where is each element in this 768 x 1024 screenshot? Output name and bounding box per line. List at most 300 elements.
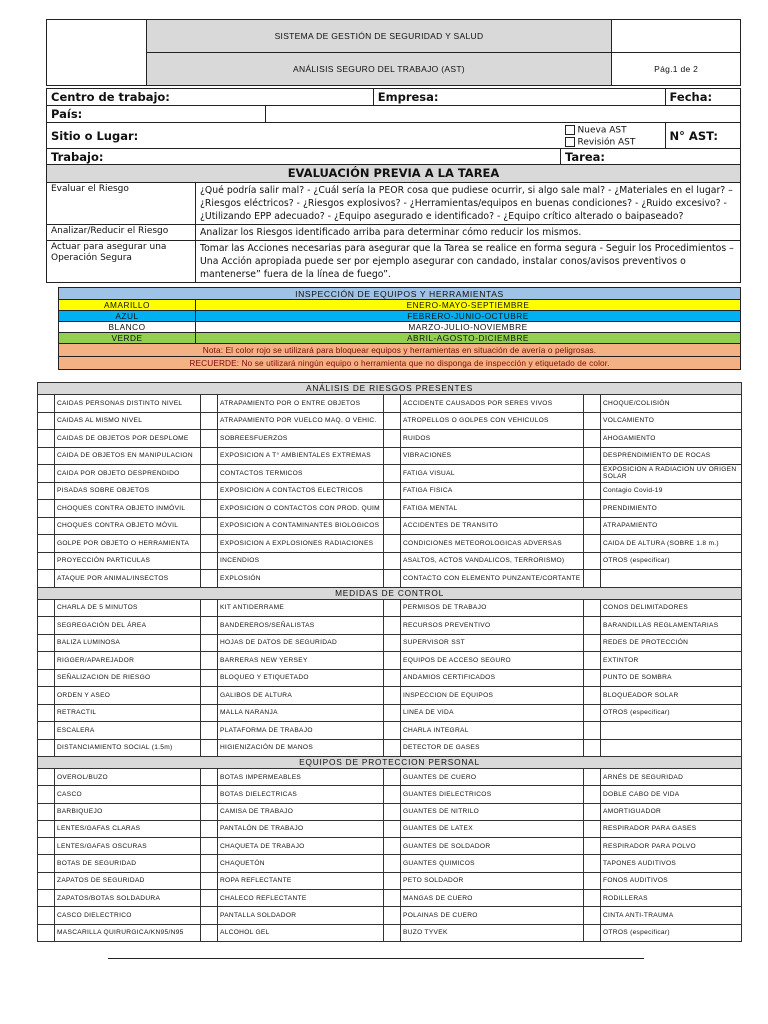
system-title: SISTEMA DE GESTIÓN DE SEGURIDAD Y SALUD (146, 20, 612, 53)
checkbox-cell[interactable] (38, 482, 55, 500)
checkbox-cell[interactable] (584, 552, 601, 570)
measures-row (38, 634, 742, 652)
fecha-label[interactable]: Fecha: (665, 89, 740, 106)
checklist-item-label: CAIDAS DE OBJETOS POR DESPLOME (55, 430, 201, 448)
checkbox-cell[interactable] (384, 890, 401, 907)
checkbox-cell[interactable] (384, 430, 401, 448)
checklist-item-label: HIGIENIZACIÓN DE MANOS (218, 739, 384, 757)
checklist-item-label: ATRAPAMIENTO POR O ENTRE OBJETOS (218, 395, 384, 413)
checkbox-cell[interactable] (38, 535, 55, 553)
checklist-item-label: KIT ANTIDERRAME (218, 599, 384, 617)
measures-row (38, 652, 742, 670)
checkbox-cell[interactable] (38, 599, 55, 617)
checkbox-cell[interactable] (584, 786, 601, 803)
checklist-item-label: CHOQUE/COLISIÓN (601, 395, 742, 413)
checklist-item-label: PROYECCIÓN PARTICULAS (55, 552, 201, 570)
checklist-item-label: ALCOHOL GEL (218, 924, 384, 941)
checklist-item-label: OTROS (especificar) (601, 704, 742, 722)
checklist-item-label: SOBREESFUERZOS (218, 430, 384, 448)
checkbox-cell[interactable] (201, 704, 218, 722)
evaluation-title: EVALUACIÓN PREVIA A LA TAREA (47, 165, 741, 183)
checkbox-cell[interactable] (38, 447, 55, 465)
checklist-item-label: MASCARILLA QUIRURGICA/KN95/N95 (55, 924, 201, 941)
checklist-item-label: GUANTES DIELECTRICOS (401, 786, 584, 803)
checkbox-cell[interactable] (38, 820, 55, 837)
measures-row (38, 739, 742, 757)
checklist-item-label: PRENDIMIENTO (601, 500, 742, 518)
checklist-item-label: OTROS (especificar) (601, 924, 742, 941)
ast-number-label[interactable]: N° AST: (665, 123, 740, 149)
checkbox-cell[interactable] (384, 395, 401, 413)
checkbox-cell[interactable] (384, 803, 401, 820)
document-title: ANÁLISIS SEGURO DEL TRABAJO (AST) (146, 53, 612, 86)
checkbox-cell[interactable] (384, 722, 401, 740)
checkbox-cell[interactable] (201, 447, 218, 465)
checkbox-cell[interactable] (384, 687, 401, 705)
risks-row (38, 447, 742, 465)
centro-label[interactable]: Centro de trabajo: (47, 89, 374, 106)
checklist-item-label: EXPLOSIÓN (218, 570, 384, 588)
measures-section-title: MEDIDAS DE CONTROL (38, 587, 742, 599)
checkbox-cell[interactable] (38, 652, 55, 670)
checkbox-cell[interactable] (384, 872, 401, 889)
checklist-item-label: RODILLERAS (601, 890, 742, 907)
eval-row-text: Tomar las Acciones necesarias para asegurar que la Tarea se realice en forma segura - Seguir los Procedimientos – Una Acción apropiada puede ser por ejemplo asegurar con candado, instalar conos/avisos preventivos o mantenerse” fuera de la línea de fuego”. (196, 241, 741, 283)
checklist-item-label: GALIBOS DE ALTURA (218, 687, 384, 705)
checkbox-cell[interactable] (384, 482, 401, 500)
checkbox-cell[interactable] (384, 907, 401, 924)
risks-row (38, 465, 742, 483)
checkbox-cell[interactable] (38, 430, 55, 448)
eval-row-label: Actuar para asegurar una Operación Segura (47, 241, 196, 283)
checkbox-cell[interactable] (384, 599, 401, 617)
checklist-item-label: CAIDAS AL MISMO NIVEL (55, 412, 201, 430)
checkbox-cell[interactable] (384, 570, 401, 588)
revision-ast-option[interactable] (565, 137, 661, 149)
checklist-item-label: CHOQUES CONTRA OBJETO INMÓVIL (55, 500, 201, 518)
checklist-item-label: INSPECCION DE EQUIPOS (401, 687, 584, 705)
ppe-row (38, 786, 742, 803)
inspection-note: Nota: El color rojo se utilizará para bloquear equipos y herramientas en situación de avería o peligrosas. (59, 344, 741, 357)
checklist-item-label: LINEA DE VIDA (401, 704, 584, 722)
checklist-item-label: CAIDAS PERSONAS DISTINTO NIVEL (55, 395, 201, 413)
checklist-item-label: RIGGER/APAREJADOR (55, 652, 201, 670)
measures-row (38, 722, 742, 740)
risks-row (38, 430, 742, 448)
checkbox-cell[interactable] (384, 786, 401, 803)
inspection-reminder: RECUERDE: No se utilizará ningún equipo o herramienta que no disponga de inspección y etiquetado de color. (59, 357, 741, 370)
sitio-label[interactable]: Sitio o Lugar: (47, 123, 561, 149)
color-months-blue: FEBRERO-JUNIO-OCTUBRE (196, 311, 741, 322)
checkbox-cell[interactable] (201, 820, 218, 837)
checklist-item-label: ACCIDENTES DE TRANSITO (401, 517, 584, 535)
checkbox-cell[interactable] (201, 890, 218, 907)
checklist-item-label: CHARLA INTEGRAL (401, 722, 584, 740)
ppe-section-title: EQUIPOS DE PROTECCION PERSONAL (38, 757, 742, 769)
checklist-item-label: CAMISA DE TRABAJO (218, 803, 384, 820)
header-empty-cell (612, 20, 741, 53)
checkbox-cell[interactable] (201, 769, 218, 786)
risks-row (38, 517, 742, 535)
checkbox-cell[interactable] (201, 500, 218, 518)
checkbox-cell[interactable] (384, 652, 401, 670)
checkbox-cell[interactable] (584, 570, 601, 588)
inspection-title: INSPECCIÓN DE EQUIPOS Y HERRAMIENTAS (59, 288, 741, 300)
eval-row-text: Analizar los Riesgos identificado arriba para determinar cómo reducir los mismos. (196, 225, 741, 241)
document-header (46, 19, 741, 86)
checkbox-cell[interactable] (584, 907, 601, 924)
checklist-item-label: ZAPATOS DE SEGURIDAD (55, 872, 201, 889)
checklist-item-label: CASCO DIELECTRICO (55, 907, 201, 924)
checkbox-cell[interactable] (584, 687, 601, 705)
checkbox-cell[interactable] (38, 634, 55, 652)
checkbox-cell[interactable] (201, 652, 218, 670)
risks-row (38, 552, 742, 570)
checkbox-cell[interactable] (201, 412, 218, 430)
checklist-item-label: AHOGAMIENTO (601, 430, 742, 448)
checkbox-cell[interactable] (584, 769, 601, 786)
checkbox-cell[interactable] (201, 552, 218, 570)
measures-row (38, 599, 742, 617)
checkbox-cell[interactable] (201, 517, 218, 535)
trabajo-label[interactable]: Trabajo: (47, 149, 561, 166)
checklist-item-label: PISADAS SOBRE OBJETOS (55, 482, 201, 500)
checkbox-cell[interactable] (584, 599, 601, 617)
checkbox-cell[interactable] (384, 500, 401, 518)
checkbox-cell[interactable] (384, 617, 401, 635)
checklist-item-label: DESPRENDIMIENTO DE ROCAS (601, 447, 742, 465)
checkbox-cell[interactable] (584, 722, 601, 740)
checkbox-cell[interactable] (384, 535, 401, 553)
checkbox-cell[interactable] (584, 412, 601, 430)
work-info-form (46, 88, 741, 166)
checklist-item-label: RESPIRADOR PARA POLVO (601, 838, 742, 855)
checkbox-cell[interactable] (38, 552, 55, 570)
checklist-item-label: BOTAS DIELECTRICAS (218, 786, 384, 803)
checkbox-cell[interactable] (384, 447, 401, 465)
color-name-green: VERDE (59, 333, 196, 344)
checklist-item-label: EXPOSICION A EXPLOSIONES RADIACIONES (218, 535, 384, 553)
checkbox-cell[interactable] (38, 739, 55, 757)
checklist-item-label (601, 570, 742, 588)
checkbox-cell[interactable] (584, 634, 601, 652)
checkbox-cell[interactable] (38, 890, 55, 907)
nueva-ast-checkbox[interactable] (565, 125, 575, 135)
checklist-item-label: VOLCAMIENTO (601, 412, 742, 430)
checkbox-cell[interactable] (384, 552, 401, 570)
checkbox-cell[interactable] (38, 570, 55, 588)
empresa-label[interactable]: Empresa: (373, 89, 665, 106)
checkbox-cell[interactable] (584, 803, 601, 820)
checklist-item-label: CAIDA DE ALTURA (SOBRE 1.8 m.) (601, 535, 742, 553)
checklist-item-label: SUPERVISOR SST (401, 634, 584, 652)
checkbox-cell[interactable] (201, 634, 218, 652)
checkbox-cell[interactable] (584, 482, 601, 500)
checkbox-cell[interactable] (201, 430, 218, 448)
checklist-item-label: Contagio Covid-19 (601, 482, 742, 500)
checklist-item-label (601, 739, 742, 757)
checkbox-cell[interactable] (201, 786, 218, 803)
checkbox-cell[interactable] (384, 465, 401, 483)
checklist-item-label: BOTAS DE SEGURIDAD (55, 855, 201, 872)
checkbox-cell[interactable] (584, 855, 601, 872)
checklist-item-label: BALIZA LUMINOSA (55, 634, 201, 652)
ppe-row (38, 855, 742, 872)
checklist-item-label: CHAQUETÓN (218, 855, 384, 872)
checklist-item-label: DISTANCIAMIENTO SOCIAL (1.5m) (55, 739, 201, 757)
ppe-row (38, 820, 742, 837)
checklist-item-label: EXPOSICION A RADIACION UV ORIGEN SOLAR (601, 465, 742, 483)
checkbox-cell[interactable] (584, 652, 601, 670)
checkbox-cell[interactable] (38, 786, 55, 803)
checkbox-cell[interactable] (38, 395, 55, 413)
ppe-row (38, 924, 742, 941)
checklist-item-label: GOLPE POR OBJETO O HERRAMIENTA (55, 535, 201, 553)
checkbox-cell[interactable] (201, 907, 218, 924)
checkbox-cell[interactable] (38, 465, 55, 483)
checklist-item-label (601, 722, 742, 740)
checklist-item-label: BUZO TYVEK (401, 924, 584, 941)
checkbox-cell[interactable] (384, 412, 401, 430)
checkbox-cell[interactable] (384, 838, 401, 855)
checkbox-cell[interactable] (584, 535, 601, 553)
checklist-item-label: ASALTOS, ACTOS VANDALICOS, TERRORISMO) (401, 552, 584, 570)
checkbox-cell[interactable] (201, 687, 218, 705)
checklist-item-label: ZAPATOS/BOTAS SOLDADURA (55, 890, 201, 907)
checklist-item-label: ORDEN Y ASEO (55, 687, 201, 705)
checklist-item-label: EXPOSICION A CONTAMINANTES BIOLOGICOS (218, 517, 384, 535)
checklist-item-label: CONOS DELIMITADORES (601, 599, 742, 617)
color-name-yellow: AMARILLO (59, 300, 196, 311)
checkbox-cell[interactable] (584, 739, 601, 757)
checkbox-cell[interactable] (584, 838, 601, 855)
checklist-item-label: LENTES/GAFAS CLARAS (55, 820, 201, 837)
checklist-item-label: MANGAS DE CUERO (401, 890, 584, 907)
risks-section-title: ANÁLISIS DE RIESGOS PRESENTES (38, 383, 742, 395)
checkbox-cell[interactable] (201, 395, 218, 413)
checklist-item-label: ANDAMIOS CERTIFICADOS (401, 669, 584, 687)
checkbox-cell[interactable] (201, 803, 218, 820)
eval-row-label: Analizar/Reducir el Riesgo (47, 225, 196, 241)
risks-row (38, 535, 742, 553)
checkbox-cell[interactable] (201, 855, 218, 872)
measures-row (38, 617, 742, 635)
checkbox-cell[interactable] (584, 704, 601, 722)
color-name-white: BLANCO (59, 322, 196, 333)
inspection-table (58, 287, 741, 370)
checkbox-cell[interactable] (584, 517, 601, 535)
evaluation-table (46, 164, 741, 283)
checklist-item-label: PLATAFORMA DE TRABAJO (218, 722, 384, 740)
color-months-green: ABRIL-AGOSTO-DICIEMBRE (196, 333, 741, 344)
checkbox-cell[interactable] (584, 447, 601, 465)
checklist-item-label: EXPOSICION O CONTACTOS CON PROD. QUIM (218, 500, 384, 518)
checklist-item-label: CONTACTOS TERMICOS (218, 465, 384, 483)
checkbox-cell[interactable] (384, 517, 401, 535)
checkbox-cell[interactable] (584, 669, 601, 687)
checkbox-cell[interactable] (38, 687, 55, 705)
checkbox-cell[interactable] (584, 395, 601, 413)
nueva-ast-label: Nueva AST (577, 125, 627, 136)
checkbox-cell[interactable] (38, 924, 55, 941)
checkbox-cell[interactable] (384, 704, 401, 722)
signature-line (108, 958, 644, 959)
risks-row (38, 482, 742, 500)
checklist-item-label: CONDICIONES METEOROLOGICAS ADVERSAS (401, 535, 584, 553)
checklist-item-label: BARBIQUEJO (55, 803, 201, 820)
checkbox-cell[interactable] (384, 924, 401, 941)
checkbox-cell[interactable] (38, 907, 55, 924)
checkbox-cell[interactable] (384, 769, 401, 786)
checklist-item-label: MALLA NARANJA (218, 704, 384, 722)
checklist-item-label: CINTA ANTI-TRAUMA (601, 907, 742, 924)
checkbox-cell[interactable] (384, 855, 401, 872)
nueva-ast-option[interactable] (565, 125, 661, 137)
measures-row (38, 687, 742, 705)
checklist-item-label: CHARLA DE 5 MINUTOS (55, 599, 201, 617)
logo-cell (47, 20, 147, 86)
checkbox-cell[interactable] (384, 820, 401, 837)
checkbox-cell[interactable] (584, 872, 601, 889)
checklist-item-label: OVEROL/BUZO (55, 769, 201, 786)
checkbox-cell[interactable] (384, 669, 401, 687)
ppe-row (38, 907, 742, 924)
pais-label[interactable]: País: (47, 106, 266, 123)
checkbox-cell[interactable] (384, 739, 401, 757)
checklist-item-label: BARANDILLAS REGLAMENTARIAS (601, 617, 742, 635)
checkbox-cell[interactable] (584, 465, 601, 483)
checklist-item-label: RECURSOS PREVENTIVO (401, 617, 584, 635)
checklist-item-label: REDES DE PROTECCIÓN (601, 634, 742, 652)
checkbox-cell[interactable] (38, 412, 55, 430)
checklist-item-label: ACCIDENTE CAUSADOS POR SERES VIVOS (401, 395, 584, 413)
checkbox-cell[interactable] (201, 535, 218, 553)
checkbox-cell[interactable] (38, 669, 55, 687)
checklist-item-label: EXPOSICION A CONTACTOS ELECTRICOS (218, 482, 384, 500)
checklist-item-label: RESPIRADOR PARA GASES (601, 820, 742, 837)
checkbox-cell[interactable] (201, 617, 218, 635)
checklist-item-label: BLOQUEO Y ETIQUETADO (218, 669, 384, 687)
eval-row-label: Evaluar el Riesgo (47, 183, 196, 225)
checkbox-cell[interactable] (584, 500, 601, 518)
checklist-item-label: BARRERAS NEW YERSEY (218, 652, 384, 670)
checklist-item-label: CHAQUETA DE TRABAJO (218, 838, 384, 855)
checklist-item-label: VIBRACIONES (401, 447, 584, 465)
checklist-item-label: PUNTO DE SOMBRA (601, 669, 742, 687)
checklist-item-label: BOTAS IMPERMEABLES (218, 769, 384, 786)
checklist-item-label: EXTINTOR (601, 652, 742, 670)
checklist-item-label: PERMISOS DE TRABAJO (401, 599, 584, 617)
checkbox-cell[interactable] (584, 820, 601, 837)
pais-value-cell[interactable] (266, 106, 741, 123)
risks-row (38, 395, 742, 413)
checklist-item-label: PANTALLA SOLDADOR (218, 907, 384, 924)
checklist-item-label: BLOQUEADOR SOLAR (601, 687, 742, 705)
checkbox-cell[interactable] (201, 722, 218, 740)
checklist-item-label: SEÑALIZACION DE RIESGO (55, 669, 201, 687)
checkbox-cell[interactable] (38, 500, 55, 518)
ppe-row (38, 890, 742, 907)
checkbox-cell[interactable] (38, 617, 55, 635)
risks-row (38, 500, 742, 518)
checklist-item-label: ROPA REFLECTANTE (218, 872, 384, 889)
checklist-item-label: CAIDA DE OBJETOS EN MANIPULACION (55, 447, 201, 465)
checklist-item-label: ATROPELLOS O GOLPES CON VEHICULOS (401, 412, 584, 430)
checklist-item-label: GUANTES DE NITRILO (401, 803, 584, 820)
checklist-item-label: POLAINAS DE CUERO (401, 907, 584, 924)
color-months-yellow: ENERO-MAYO-SEPTIEMBRE (196, 300, 741, 311)
checklist-item-label: FATIGA MENTAL (401, 500, 584, 518)
checkbox-cell[interactable] (201, 570, 218, 588)
checklist-item-label: ATRAPAMIENTO POR VUELCO MAQ. O VEHIC. (218, 412, 384, 430)
checkbox-cell[interactable] (38, 803, 55, 820)
checklist-item-label: FATIGA VISUAL (401, 465, 584, 483)
tarea-label[interactable]: Tarea: (561, 149, 741, 166)
checklist-item-label: RETRACTIL (55, 704, 201, 722)
checkbox-cell[interactable] (38, 872, 55, 889)
checkbox-cell[interactable] (201, 924, 218, 941)
checkbox-cell[interactable] (38, 722, 55, 740)
checklist-item-label: GUANTES DE CUERO (401, 769, 584, 786)
checklist-item-label: ATAQUE POR ANIMAL/INSECTOS (55, 570, 201, 588)
checkbox-cell[interactable] (201, 739, 218, 757)
ppe-row (38, 872, 742, 889)
checkbox-cell[interactable] (584, 617, 601, 635)
checklist-item-label: HOJAS DE DATOS DE SEGURIDAD (218, 634, 384, 652)
checkbox-cell[interactable] (38, 838, 55, 855)
checkbox-cell[interactable] (584, 890, 601, 907)
checklist-item-label: BANDEREROS/SEÑALISTAS (218, 617, 384, 635)
ast-type-checkboxes (561, 123, 666, 149)
checklist-item-label: CASCO (55, 786, 201, 803)
checklist-item-label: LENTES/GAFAS OSCURAS (55, 838, 201, 855)
checkbox-cell[interactable] (201, 669, 218, 687)
checkbox-cell[interactable] (201, 872, 218, 889)
checkbox-cell[interactable] (584, 430, 601, 448)
checkbox-cell[interactable] (201, 465, 218, 483)
checklist-item-label: PETO SOLDADOR (401, 872, 584, 889)
checklist-item-label: FONOS AUDITIVOS (601, 872, 742, 889)
checklist-item-label: CAIDA POR OBJETO DESPRENDIDO (55, 465, 201, 483)
checklist-item-label: AMORTIGUADOR (601, 803, 742, 820)
checkbox-cell[interactable] (201, 599, 218, 617)
revision-ast-checkbox[interactable] (565, 137, 575, 147)
color-months-white: MARZO-JULIO-NOVIEMBRE (196, 322, 741, 333)
color-name-blue: AZUL (59, 311, 196, 322)
checklist-item-label: GUANTES QUIMICOS (401, 855, 584, 872)
checklist-item-label: EQUIPOS DE ACCESO SEGURO (401, 652, 584, 670)
ppe-row (38, 803, 742, 820)
checklist-item-label: DOBLE CABO DE VIDA (601, 786, 742, 803)
eval-row-text: ¿Qué podría salir mal? - ¿Cuál sería la PEOR cosa que pudiese ocurrir, si algo sale mal? - ¿Materiales en el lugar? – ¿Riesgos eléctricos? - ¿Riesgos explosivos? - ¿Herramientas/equipos en buenas condiciones? - ¿Ruido excesivo? - ¿Utilizando EPP adecuado? - ¿Equipo asegurado e identificado? - ¿Equipo crítico alterado o baipaseado? (196, 183, 741, 225)
checkbox-cell[interactable] (384, 634, 401, 652)
checkbox-cell[interactable] (584, 924, 601, 941)
checklist-item-label: OTROS (especificar) (601, 552, 742, 570)
checklist-item-label: CHALECO REFLECTANTE (218, 890, 384, 907)
measures-row (38, 704, 742, 722)
checklist-item-label: GUANTES DE LATEX (401, 820, 584, 837)
checkbox-cell[interactable] (38, 769, 55, 786)
checklist-item-label: CHOQUES CONTRA OBJETO MÓVIL (55, 517, 201, 535)
checklist-item-label: ARNÉS DE SEGURIDAD (601, 769, 742, 786)
checkbox-cell[interactable] (38, 704, 55, 722)
checklist-item-label: FATIGA FISICA (401, 482, 584, 500)
checkbox-cell[interactable] (201, 482, 218, 500)
checkbox-cell[interactable] (38, 517, 55, 535)
checklist-item-label: TAPONES AUDITIVOS (601, 855, 742, 872)
checkbox-cell[interactable] (38, 855, 55, 872)
checkbox-cell[interactable] (201, 838, 218, 855)
